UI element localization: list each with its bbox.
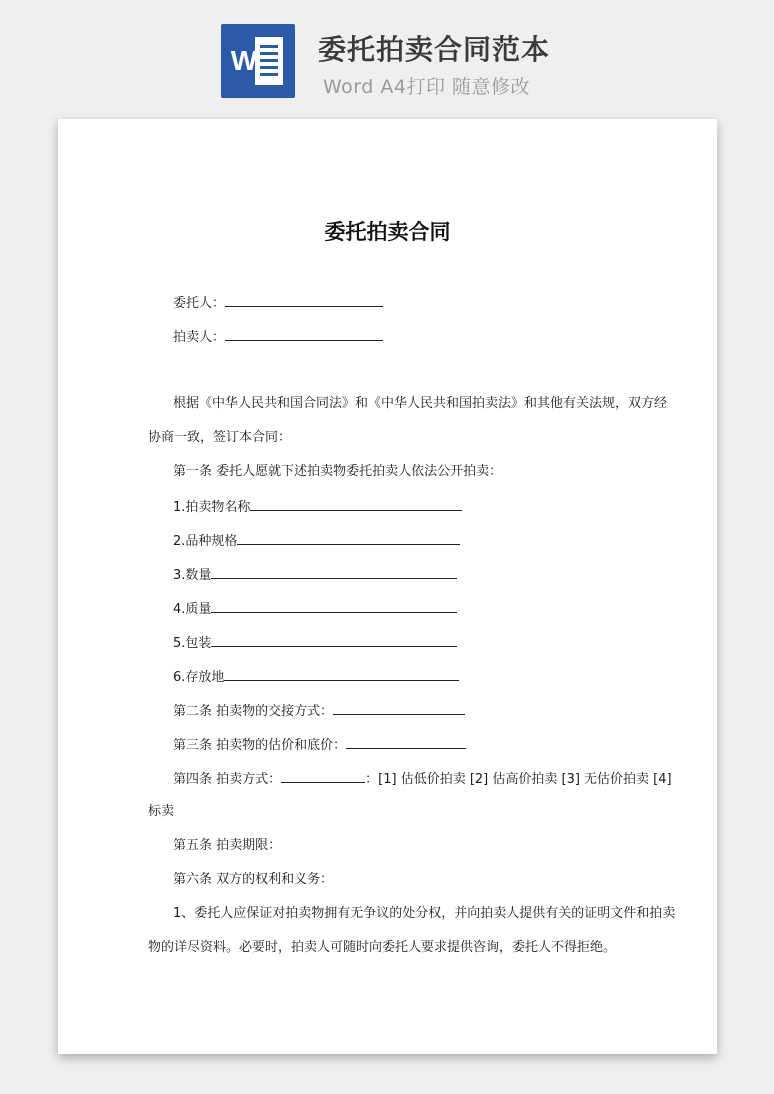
article-3-blank[interactable]	[346, 735, 466, 749]
item-label: 2.品种规格	[173, 534, 238, 549]
auctioneer-row	[173, 327, 383, 347]
article-4-row	[173, 769, 672, 789]
consignor-blank[interactable]	[225, 293, 383, 307]
article-2-blank[interactable]	[333, 701, 465, 715]
item-label: 1.拍卖物名称	[173, 500, 251, 515]
intro-line-2: 协商一致，签订本合同：	[148, 430, 292, 445]
document-page	[58, 119, 717, 1054]
auctioneer-blank[interactable]	[225, 327, 383, 341]
item-row	[173, 497, 462, 517]
item-label: 6.存放地	[173, 670, 225, 685]
clause-1-line-1: 1、委托人应保证对拍卖物拥有无争议的处分权，并向拍卖人提供有关的证明文件和拍卖	[173, 906, 676, 921]
document-title: 委托拍卖合同	[324, 220, 451, 244]
article-4-blank[interactable]	[281, 769, 365, 783]
auctioneer-label: 拍卖人：	[173, 330, 226, 345]
article-6: 第六条 双方的权利和义务：	[173, 872, 334, 887]
article-1: 第一条 委托人愿就下述拍卖物委托拍卖人依法公开拍卖：	[173, 464, 503, 479]
article-3-row	[173, 735, 466, 755]
item-row	[173, 667, 459, 687]
document-lines-icon	[255, 37, 283, 85]
item-label: 3.数量	[173, 568, 212, 583]
article-2: 第二条 拍卖物的交接方式：	[173, 704, 334, 719]
item-blank[interactable]	[250, 497, 462, 511]
item-blank[interactable]	[224, 667, 459, 681]
article-4-suffix: ：[1] 估低价拍卖 [2] 估高价拍卖 [3] 无估价拍卖 [4]	[365, 772, 672, 787]
item-row	[173, 633, 457, 653]
consignor-label: 委托人：	[173, 296, 226, 311]
consignor-row	[173, 293, 383, 313]
item-row	[173, 565, 457, 585]
article-5: 第五条 拍卖期限：	[173, 838, 282, 853]
clause-1-line-2: 物的详尽资料。必要时，拍卖人可随时向委托人要求提供咨询，委托人不得拒绝。	[148, 940, 617, 955]
banner-title: 委托拍卖合同范本	[318, 33, 551, 66]
item-label: 4.质量	[173, 602, 212, 617]
item-row	[173, 531, 460, 551]
article-4-cont: 标卖	[148, 804, 175, 819]
intro-line-1: 根据《中华人民共和国合同法》和《中华人民共和国拍卖法》和其他有关法规，双方经	[173, 396, 668, 411]
banner-subtitle: Word A4打印 随意修改	[323, 76, 531, 98]
banner	[0, 0, 774, 118]
word-icon	[221, 24, 295, 98]
word-letter: W	[230, 45, 258, 76]
article-3: 第三条 拍卖物的估价和底价：	[173, 738, 347, 753]
item-blank[interactable]	[211, 633, 457, 647]
item-blank[interactable]	[211, 599, 457, 613]
item-blank[interactable]	[237, 531, 460, 545]
item-label: 5.包装	[173, 636, 212, 651]
article-4-prefix: 第四条 拍卖方式：	[173, 772, 282, 787]
item-row	[173, 599, 457, 619]
article-2-row	[173, 701, 465, 721]
item-blank[interactable]	[211, 565, 457, 579]
